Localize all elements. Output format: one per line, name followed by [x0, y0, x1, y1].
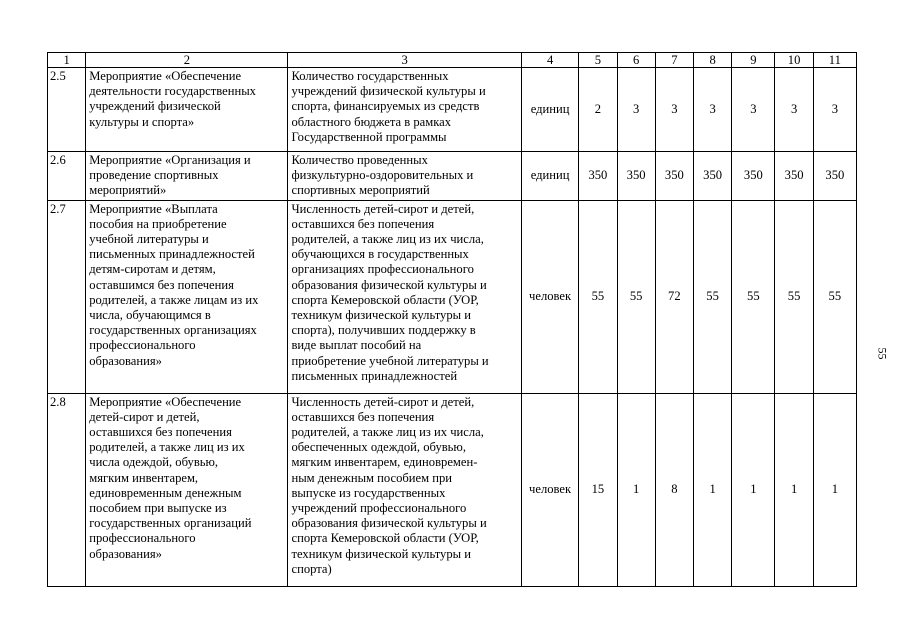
indicator-line: Количество государственных	[291, 69, 449, 83]
indicator-line: родителей, а также лиц из их числа,	[291, 232, 484, 247]
indicator-line: родителей, а также лиц из их числа,	[291, 425, 484, 440]
column-number-header: 6	[617, 53, 655, 68]
value-cell: 55	[617, 200, 655, 393]
value-cell: 1	[732, 393, 775, 586]
measure-line: государственных организациях	[89, 323, 257, 338]
table-row	[48, 393, 857, 586]
measure-line: родителей, а также лиц из их	[89, 440, 245, 455]
value-cell: 3	[775, 68, 813, 152]
value-cell: 1	[775, 393, 813, 586]
indicator-line: спорта Кемеровской области (УОР,	[291, 292, 479, 307]
indicator-cell	[288, 152, 521, 201]
value-cell: 3	[655, 68, 693, 152]
value-cell: 350	[813, 152, 856, 201]
column-number-header: 11	[813, 53, 856, 68]
indicator-line: образования физической культуры и	[291, 277, 487, 292]
value-cell: 55	[813, 200, 856, 393]
measure-cell	[86, 200, 288, 393]
measure-line: мягким инвентарем,	[89, 470, 199, 485]
table-row	[48, 200, 857, 393]
value-cell: 350	[775, 152, 813, 201]
measure-line: государственных организаций	[89, 516, 252, 531]
indicator-line: спорта), получивших поддержку в	[291, 323, 476, 338]
indicator-line: техникум физической культуры и	[291, 308, 471, 323]
indicator-line: техникум физической культуры и	[291, 546, 471, 561]
value-cell: 8	[655, 393, 693, 586]
column-number-header: 8	[693, 53, 731, 68]
indicator-cell	[288, 68, 521, 152]
value-cell: 350	[693, 152, 731, 201]
indicator-line: выпуске из государственных	[291, 485, 446, 500]
indicator-line: учреждений профессионального	[291, 501, 467, 516]
column-number-header: 5	[579, 53, 617, 68]
indicator-line: Численность детей-сирот и детей,	[291, 201, 475, 216]
value-cell: 1	[693, 393, 731, 586]
measure-line: Мероприятие «Обеспечение	[89, 69, 242, 83]
measure-line: учебной литературы и	[89, 232, 209, 247]
measure-line: оставшихся без попечения	[89, 425, 232, 440]
indicator-line: обучающихся в государственных	[291, 247, 469, 262]
measure-line: числа, обучающимся в	[89, 308, 211, 323]
indicator-line: спорта, финансируемых из средств	[291, 99, 480, 114]
indicator-line: спорта Кемеровской области (УОР,	[291, 531, 479, 546]
indicator-cell	[288, 200, 521, 393]
value-cell: 350	[732, 152, 775, 201]
row-index: 2.5	[48, 68, 86, 152]
row-index: 2.6	[48, 152, 86, 201]
measure-cell	[86, 152, 288, 201]
indicator-line: организациях профессионального	[291, 262, 474, 277]
measure-line: профессионального	[89, 531, 196, 546]
row-index: 2.8	[48, 393, 86, 586]
measure-line: Мероприятие «Обеспечение	[89, 394, 242, 409]
indicator-line: ным денежным пособием при	[291, 470, 453, 485]
value-cell: 72	[655, 200, 693, 393]
value-cell: 3	[732, 68, 775, 152]
measure-line: оставшимся без попечения	[89, 277, 234, 292]
indicator-line: приобретение учебной литературы и	[291, 353, 489, 368]
unit-cell: человек	[521, 393, 578, 586]
measure-line: пособия на приобретение	[89, 216, 227, 231]
unit-cell: единиц	[521, 152, 578, 201]
measure-cell	[86, 68, 288, 152]
indicator-line: письменных принадлежностей	[291, 368, 458, 383]
indicator-line: учреждений физической культуры и	[291, 84, 486, 99]
indicator-line: мягким инвентарем, единовремен-	[291, 455, 478, 470]
indicator-line: обеспеченных одеждой, обувью,	[291, 440, 466, 455]
value-cell: 2	[579, 68, 617, 152]
value-cell: 3	[813, 68, 856, 152]
value-cell: 350	[655, 152, 693, 201]
measure-line: деятельности государственных	[89, 84, 256, 99]
page-number: 55	[875, 347, 890, 360]
value-cell: 55	[579, 200, 617, 393]
value-cell: 1	[813, 393, 856, 586]
indicator-line: физкультурно-оздоровительных и	[291, 168, 474, 183]
value-cell: 55	[732, 200, 775, 393]
measure-line: культуры и спорта»	[89, 114, 195, 129]
column-number-header: 9	[732, 53, 775, 68]
measure-line: образования»	[89, 353, 162, 368]
measure-line: мероприятий»	[89, 183, 167, 198]
unit-cell: единиц	[521, 68, 578, 152]
value-cell: 55	[693, 200, 731, 393]
measure-line: пособием при выпуске из	[89, 501, 227, 516]
indicator-line: Количество проведенных	[291, 153, 428, 167]
indicator-line: образования физической культуры и	[291, 516, 487, 531]
column-number-header: 10	[775, 53, 813, 68]
measure-line: письменных принадлежностей	[89, 247, 255, 262]
indicator-line: Государственной программы	[291, 129, 447, 144]
value-cell: 350	[617, 152, 655, 201]
value-cell: 3	[617, 68, 655, 152]
measure-line: проведение спортивных	[89, 168, 219, 183]
column-number-header: 2	[86, 53, 288, 68]
table-row	[48, 152, 857, 201]
measure-line: образования»	[89, 546, 162, 561]
indicator-cell	[288, 393, 521, 586]
unit-cell: человек	[521, 200, 578, 393]
value-cell: 350	[579, 152, 617, 201]
measure-line: детям-сиротам и детям,	[89, 262, 216, 277]
table-body	[48, 53, 857, 587]
measure-line: Мероприятие «Выплата	[89, 201, 218, 216]
indicator-line: областного бюджета в рамках	[291, 114, 452, 129]
measure-line: единовременным денежным	[89, 485, 242, 500]
value-cell: 55	[775, 200, 813, 393]
indicator-line: спортивных мероприятий	[291, 183, 430, 198]
value-cell: 3	[693, 68, 731, 152]
column-number-header: 4	[521, 53, 578, 68]
indicator-line: оставшихся без попечения	[291, 409, 435, 424]
indicator-line: виде выплат пособий на	[291, 338, 422, 353]
measure-cell	[86, 393, 288, 586]
value-cell: 15	[579, 393, 617, 586]
indicators-table	[47, 52, 857, 587]
measure-line: учреждений физической	[89, 99, 221, 114]
measure-line: родителей, а также лицам из их	[89, 292, 259, 307]
value-cell: 1	[617, 393, 655, 586]
measure-line: профессионального	[89, 338, 196, 353]
header-row	[48, 53, 857, 68]
measure-line: числа одеждой, обувью,	[89, 455, 219, 470]
indicator-line: спорта)	[291, 561, 332, 576]
measure-line: детей-сирот и детей,	[89, 409, 200, 424]
row-index: 2.7	[48, 200, 86, 393]
column-number-header: 1	[48, 53, 86, 68]
indicator-line: Численность детей-сирот и детей,	[291, 394, 475, 409]
column-number-header: 7	[655, 53, 693, 68]
measure-line: Мероприятие «Организация и	[89, 153, 251, 167]
indicator-line: оставшихся без попечения	[291, 216, 435, 231]
table-row	[48, 68, 857, 152]
column-number-header: 3	[288, 53, 521, 68]
